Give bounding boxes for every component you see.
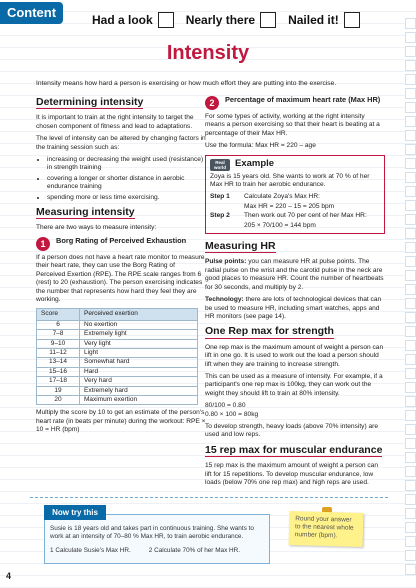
one-rep-p1: One rep max is the maximum amount of weight a person can lift in one go. It is used to work out the load a person should lift when they are training to increase strength.: [205, 343, 384, 368]
determining-intensity-heading: Determining intensity: [36, 96, 144, 108]
factors-list: [36, 156, 206, 202]
list-item: • spending more or less time exercising.: [47, 194, 206, 202]
sticky-note: Round your answer to the nearest whole number (bpm).: [289, 511, 364, 547]
fifteen-rep-heading: 15 rep max for muscular endurance: [205, 443, 383, 456]
borg-title: Borg Rating of Perceived Exhaustion: [56, 235, 187, 245]
number-two-badge: 2: [205, 96, 219, 110]
rpe-table: [36, 308, 198, 405]
measuring-p1: There are two ways to measure intensity:: [36, 224, 157, 232]
measuring-hr-heading: Measuring HR: [205, 240, 276, 253]
rpe-formula-text: Multiply the score by 10 to get an estimate of the person's heart rate (in beats per minute) during the workout: RPE × 10 = HR (bpm): [36, 409, 206, 434]
pmhr-p1: For some types of activity, working at the right intensity means a person exercising so that their heart is beating at a percentage of their Max HR.: [205, 113, 380, 137]
determining-p1: It is important to train at the right intensity to target the chosen component of fitness and lead to adaptations.: [36, 114, 194, 130]
now-try-this-box: [44, 514, 270, 564]
rpe-header-exertion: Perceived exertion: [80, 309, 198, 320]
pmhr-formula: Use the formula: Max HR = 220 – age: [205, 142, 316, 150]
pmhr-heading: [205, 96, 385, 110]
one-rep-calc-2: 0.80 × 100 = 80kg: [205, 410, 259, 418]
list-item: • increasing or decreasing the weight used (resistance) in strength training: [47, 156, 206, 173]
progress-checklist: [92, 11, 372, 29]
measuring-intensity-heading: Measuring intensity: [36, 206, 135, 219]
try-question-2: 2 Calculate 70% of her Max HR.: [148, 547, 241, 554]
try-this-text: Susie is 18 years old and takes part in continuous training. She wants to work at an intensity of 70–80 % Max HR, to train aerobic endurance.: [50, 525, 254, 540]
one-rep-calc-1: 80/100 = 0.80: [205, 402, 246, 410]
pmhr-title: Percentage of maximum heart rate (Max HR): [225, 95, 381, 104]
table-row: 7–8 Extremely light: [37, 330, 198, 339]
list-item: • covering a longer or shorter distance in aerobic endurance training: [47, 175, 206, 192]
right-column: [205, 96, 385, 491]
edge-checkbox-strip: [404, 18, 416, 578]
real-world-badge: Real world: [210, 159, 230, 171]
one-rep-heading: One Rep max for strength: [205, 325, 334, 338]
example-step-2-formula: 205 × 70/100 = 144 bpm: [244, 221, 316, 229]
section-divider: [30, 497, 388, 498]
borg-p: If a person does not have a heart rate monitor to measure their heart rate, they can use the Borg Rating of Perceived Exertion (RPE). The RPE scale ranges from 6 (rest) to 20 (exhaustion). The person exercising indicates the number that represents how hard they feel they are working.: [36, 253, 205, 303]
table-row: 17–18 Very hard: [37, 377, 198, 386]
try-this-questions: [50, 547, 264, 555]
example-step-1: Step 1 Calculate Zoya's Max HR:: [210, 193, 321, 201]
nearly-there-checkbox[interactable]: [260, 12, 276, 28]
try-question-1: 1 Calculate Susie's Max HR.: [50, 547, 131, 554]
table-row: 13–14 Somewhat hard: [37, 358, 198, 367]
now-try-this-tab: Now try this: [44, 505, 106, 520]
rpe-header-score: Score: [37, 309, 80, 320]
example-step-2: Step 2 Then work out 70 per cent of her Max HR:: [210, 212, 367, 220]
number-one-badge: 1: [36, 237, 50, 251]
fifteen-rep-p1: 15 rep max is the maximum amount of weight a person can lift for 15 repetitions. To develop muscular endurance, low loads (below 70% one rep max) and high reps are used.: [205, 462, 378, 486]
example-step-1-formula: Max HR = 220 – 15 = 205 bpm: [244, 202, 335, 210]
nearly-there-label: Nearly there: [185, 13, 256, 27]
page-title: Intensity: [166, 42, 250, 64]
one-rep-p2: This can be used as a measure of intensity. For example, if a participant's one rep max is 100kg, they can work out the weight they should lift to train at 80% intensity.: [205, 372, 383, 397]
table-row: 19 Extremely hard: [37, 386, 198, 395]
technology-text: Technology: there are lots of technological devices that can be used to measure HR, including smart watches, apps and HR monitors (see page 14).: [205, 296, 382, 320]
nailed-it-label: Nailed it!: [288, 13, 339, 27]
intro-text: Intensity means how hard a person is exercising or how much effort they are putting into the exercise.: [36, 80, 337, 87]
table-row: 20 Maximum exertion: [37, 395, 198, 404]
page-number: 4: [6, 571, 12, 581]
example-heading: Example: [235, 158, 275, 170]
borg-heading: [36, 237, 206, 251]
table-row: 15–16 Hard: [37, 367, 198, 376]
table-row: 11–12 Light: [37, 348, 198, 357]
table-row: 9–10 Very light: [37, 339, 198, 348]
pulse-points-text: Pulse points: you can measure HR at pulse points. The radial pulse on the wrist and the carotid pulse in the neck are good places to measure HR. Count the number of heartbeats for 30 seconds, and multiply by 2.: [205, 258, 384, 291]
example-box: [205, 155, 385, 234]
nailed-it-checkbox[interactable]: [344, 12, 360, 28]
table-row: 6 No exertion: [37, 320, 198, 329]
determining-p2: The level of intensity can be altered by changing factors in the training session such as:: [36, 135, 206, 151]
content-tab: Content: [0, 2, 63, 24]
had-a-look-checkbox[interactable]: [158, 12, 174, 28]
had-a-look-label: Had a look: [92, 13, 153, 27]
example-intro: Zoya is 15 years old. She wants to work at 70 % of her Max HR to train her aerobic endurance.: [210, 172, 370, 189]
one-rep-p3: To develop strength, heavy loads (above 70% intensity) are used and low reps.: [205, 422, 379, 439]
left-column: [36, 96, 206, 439]
